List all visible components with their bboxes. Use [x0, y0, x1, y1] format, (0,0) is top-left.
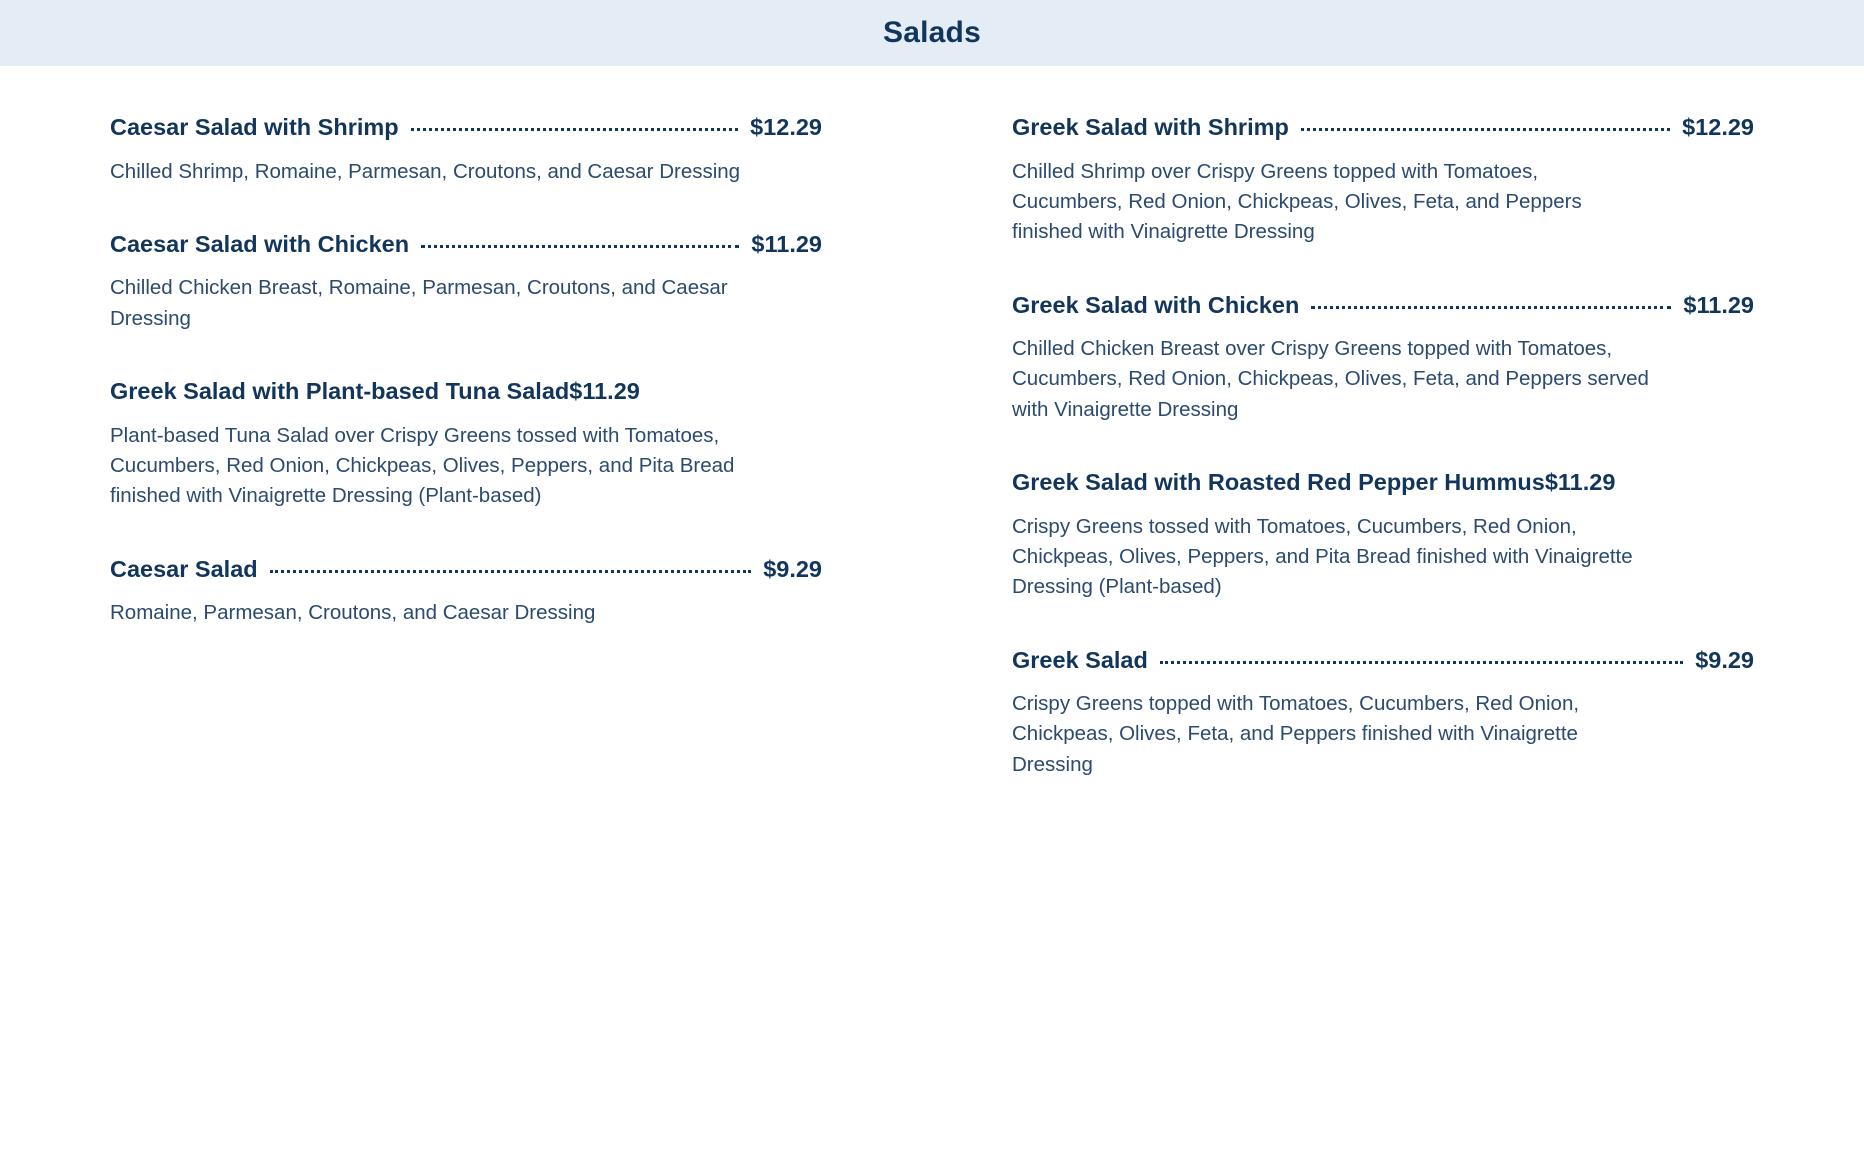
menu-item[interactable]	[1012, 112, 1754, 248]
leader-dots	[1160, 660, 1683, 664]
menu-item[interactable]	[1012, 645, 1754, 781]
menu-item-head	[1012, 290, 1754, 321]
menu-item-description: Chilled Shrimp over Crispy Greens topped with Tomatoes, Cucumbers, Red Onion, Chickpeas, Olives, Feta, and Peppers finished with Vinaigrette Dressing	[1012, 159, 1582, 244]
menu-item-description: Chilled Chicken Breast over Crispy Greens topped with Tomatoes, Cucumbers, Red Onion, Chickpeas, Olives, Feta, and Peppers served with Vinaigrette Dressing	[1012, 337, 1649, 421]
menu-item-name: Greek Salad with Roasted Red Pepper Hummus	[1012, 469, 1545, 496]
menu-item-price: $9.29	[1695, 646, 1754, 673]
menu-item-description: Plant-based Tuna Salad over Crispy Greens tossed with Tomatoes, Cucumbers, Red Onion, Chickpeas, Olives, Peppers, and Pita Bread finished with Vinaigrette Dressing (Plant-based)	[110, 423, 735, 508]
section-header	[0, 0, 1864, 66]
menu-item-name: Greek Salad with Chicken	[1012, 291, 1300, 318]
leader-dots	[411, 127, 738, 131]
menu-item-price: $11.29	[1544, 469, 1616, 496]
menu-item-description: Crispy Greens topped with Tomatoes, Cucumbers, Red Onion, Chickpeas, Olives, Feta, and Peppers finished with Vinaigrette Dressing	[1012, 692, 1580, 776]
menu-item-name: Caesar Salad with Chicken	[110, 230, 410, 257]
menu-item-price: $11.29	[1683, 291, 1754, 318]
menu-item-head	[1012, 467, 1754, 498]
menu-item-head	[1012, 645, 1754, 676]
menu-item[interactable]	[110, 229, 822, 334]
menu-item-description: Romaine, Parmesan, Croutons, and Caesar Dressing	[110, 601, 596, 625]
menu-item[interactable]	[110, 112, 822, 187]
menu-body	[0, 66, 1864, 822]
menu-item-price: $12.29	[750, 114, 822, 140]
menu-item-head	[110, 554, 822, 585]
menu-item[interactable]	[1012, 290, 1754, 426]
menu-item-price: $11.29	[569, 378, 640, 405]
menu-item-name: Greek Salad with Plant-based Tuna Salad	[110, 378, 570, 405]
menu-item-name: Caesar Salad with Shrimp	[110, 114, 399, 140]
menu-item-description: Chilled Chicken Breast, Romaine, Parmesan, Croutons, and Caesar Dressing	[110, 276, 728, 330]
menu-item[interactable]	[110, 376, 822, 512]
menu-item-price: $9.29	[763, 555, 822, 582]
page-title: Salads	[883, 16, 981, 49]
menu-item-description: Crispy Greens tossed with Tomatoes, Cucumbers, Red Onion, Chickpeas, Olives, Peppers, and Pita Bread finished with Vinaigrette Dressing (Plant-based)	[1012, 514, 1633, 599]
menu-item-head	[110, 229, 822, 260]
menu-item-head	[1012, 112, 1754, 143]
leader-dots	[270, 569, 752, 573]
right-column	[932, 112, 1864, 822]
menu-item-head	[110, 112, 822, 143]
left-column	[0, 112, 932, 822]
menu-item[interactable]	[110, 554, 822, 629]
menu-item[interactable]	[1012, 467, 1754, 603]
menu-item-price: $11.29	[751, 230, 822, 257]
menu-item-head	[110, 376, 822, 407]
menu-item-name: Greek Salad	[1012, 646, 1148, 673]
leader-dots	[1311, 305, 1671, 309]
menu-item-name: Greek Salad with Shrimp	[1012, 114, 1289, 140]
leader-dots	[421, 244, 739, 248]
leader-dots	[1301, 127, 1670, 131]
menu-item-price: $12.29	[1682, 114, 1754, 140]
menu-item-description: Chilled Shrimp, Romaine, Parmesan, Croutons, and Caesar Dressing	[110, 159, 741, 183]
menu-item-name: Caesar Salad	[110, 555, 258, 582]
